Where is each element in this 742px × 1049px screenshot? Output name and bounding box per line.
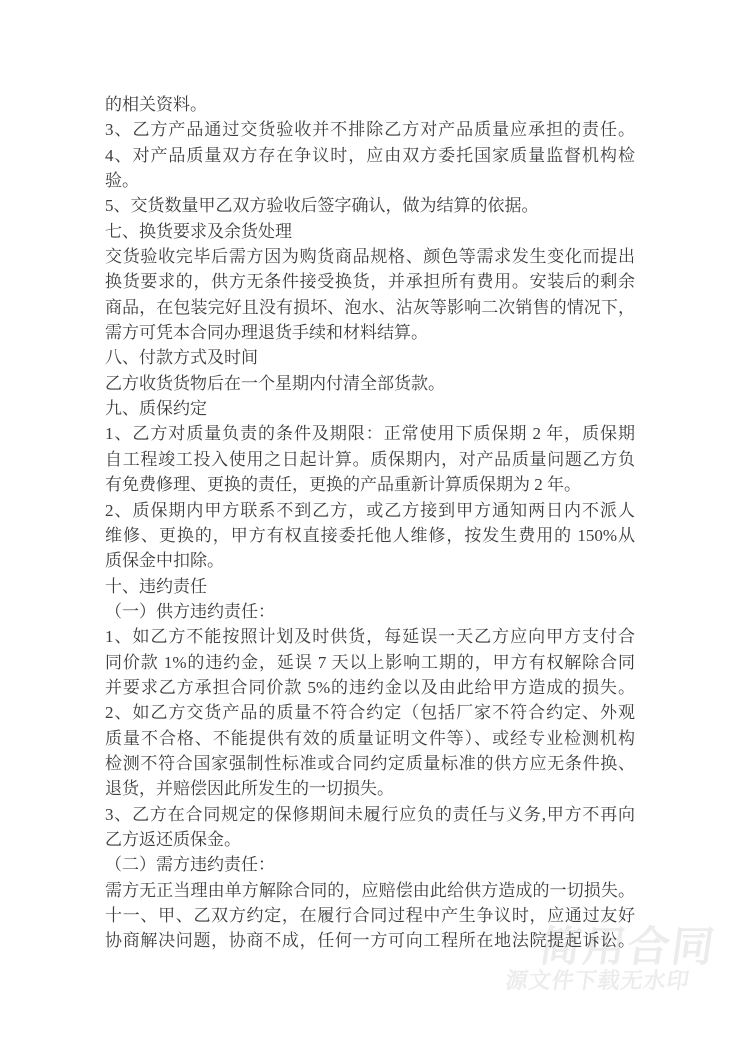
doc-line: 乙方收货货物后在一个星期内付清全部货款。 bbox=[105, 373, 445, 393]
doc-line: 有免费修理、更换的责任，更换的产品重新计算质保期为 2 年。 bbox=[105, 475, 581, 495]
doc-line: 同价款 1%的违约金，延误 7 天以上影响工期的，甲方有权解除合同 bbox=[105, 652, 635, 672]
contract-body bbox=[105, 92, 635, 954]
doc-line: 十一、甲、乙双方约定，在履行合同过程中产生争议时，应通过友好 bbox=[105, 906, 635, 925]
doc-line: 1、如乙方不能按照计划及时供货，每延误一天乙方应向甲方支付合 bbox=[105, 627, 635, 647]
doc-line: 交货验收完毕后需方因为购货商品规格、颜色等需求发生变化而提出 bbox=[105, 247, 635, 267]
doc-line: 协商解决问题，协商不成，任何一方可向工程所在地法院提起诉讼。 bbox=[105, 931, 635, 951]
doc-line: 1、乙方对质量负责的条件及期限：正常使用下质保期 2 年，质保期 bbox=[105, 424, 635, 444]
doc-line: 换货要求的，供方无条件接受换货，并承担所有费用。安装后的剩余 bbox=[105, 272, 635, 292]
doc-line: 质量不合格、不能提供有效的质量证明文件等）、或经专业检测机构 bbox=[105, 728, 635, 748]
doc-line: 并要求乙方承担合同价款 5%的违约金以及由此给甲方造成的损失。 bbox=[105, 677, 635, 697]
doc-line: 5、交货数量甲乙双方验收后签字确认，做为结算的依据。 bbox=[105, 196, 539, 216]
doc-line: 质保金中扣除。 bbox=[105, 551, 224, 571]
doc-line: 3、乙方在合同规定的保修期间未履行应负的责任与义务,甲方不再向 bbox=[105, 804, 635, 824]
subsection-heading: （二）需方违约责任： bbox=[105, 855, 275, 875]
doc-line: 的相关资料。 bbox=[105, 95, 207, 114]
section-heading: 十、违约责任 bbox=[105, 576, 207, 596]
doc-line: 维修、更换的，甲方有权直接委托他人维修，按发生费用的 150%从 bbox=[105, 525, 635, 545]
subsection-heading: （一）供方违约责任： bbox=[105, 601, 275, 621]
doc-line: 2、如乙方交货产品的质量不符合约定（包括厂家不符合约定、外观 bbox=[105, 703, 635, 723]
doc-line: 4、对产品质量双方存在争议时，应由双方委托国家质量监督机构检 bbox=[105, 145, 635, 165]
doc-line: 退货，并赔偿因此所发生的一切损失。 bbox=[105, 779, 394, 799]
doc-line: 2、质保期内甲方联系不到乙方，或乙方接到甲方通知两日内不派人 bbox=[105, 500, 635, 520]
section-heading: 七、换货要求及余货处理 bbox=[105, 221, 292, 241]
doc-line: 验。 bbox=[105, 171, 139, 191]
doc-line: 需方无正当理由单方解除合同的，应赔偿由此给供方造成的一切损失。 bbox=[105, 880, 635, 900]
doc-line: 自工程竣工投入使用之日起计算。质保期内，对产品质量问题乙方负 bbox=[105, 449, 635, 469]
doc-line: 3、乙方产品通过交货验收并不排除乙方对产品质量应承担的责任。 bbox=[105, 120, 635, 140]
watermark-brand: 简用合同 bbox=[536, 923, 719, 970]
doc-line: 检测不符合国家强制性标准或合同约定质量标准的供方应无条件换、 bbox=[105, 753, 635, 773]
doc-line: 乙方返还质保金。 bbox=[105, 829, 241, 849]
watermark-tagline: 源文件下载无水印 bbox=[504, 968, 692, 993]
section-heading: 九、质保约定 bbox=[105, 399, 207, 419]
section-heading: 八、付款方式及时间 bbox=[105, 348, 258, 368]
doc-line: 商品，在包装完好且没有损坏、泡水、沾灰等影响二次销售的情况下， bbox=[105, 297, 635, 317]
doc-line: 需方可凭本合同办理退货手续和材料结算。 bbox=[105, 323, 428, 343]
